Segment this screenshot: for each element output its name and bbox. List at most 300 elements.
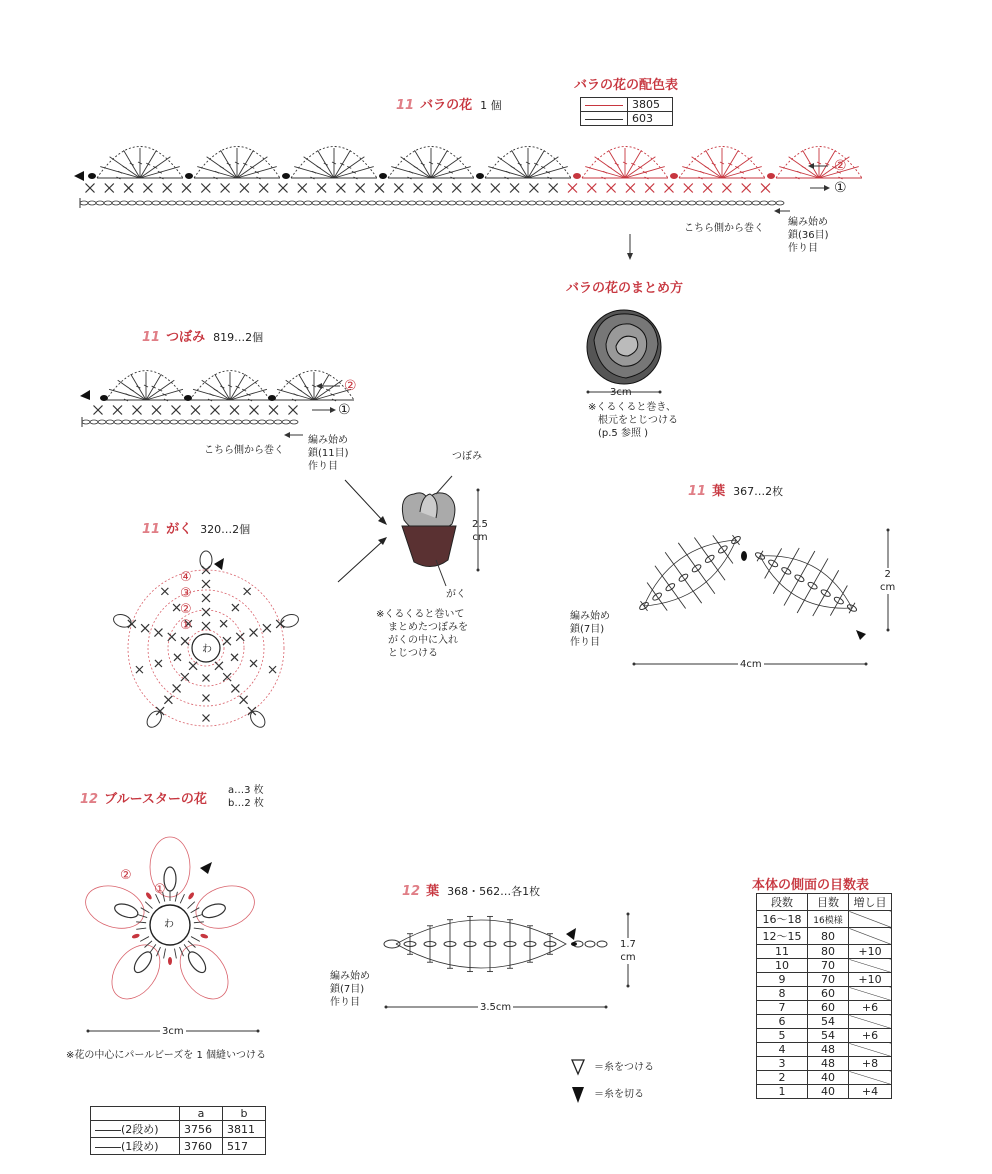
legend-attach: ＝糸をつける: [594, 1062, 654, 1073]
bud-number: 11: [142, 330, 161, 345]
double-crochet-mark: [191, 937, 200, 942]
table-header: [91, 1107, 180, 1121]
round-label: ③: [180, 586, 192, 601]
chain-stitch-mark: [432, 201, 440, 205]
chain-stitch-mark: [688, 201, 696, 205]
start-line: 鎖(11目): [308, 448, 349, 459]
chain-stitch-mark: [760, 201, 768, 205]
bud-row-2: ②: [344, 378, 357, 394]
chain-stitch-mark: [112, 201, 120, 205]
chain-stitch-mark: [304, 201, 312, 205]
start-line: 鎖(36目): [788, 230, 829, 241]
chain-stitch-mark: [592, 201, 600, 205]
table-row: [757, 1085, 892, 1099]
chain-stitch-mark: [544, 201, 552, 205]
attach-yarn-icon: [572, 1060, 584, 1074]
leaf11-width: 4cm: [740, 659, 762, 670]
double-crochet-mark: [194, 928, 204, 929]
stitch-table-title: 本体の側面の目数表: [752, 878, 870, 893]
rose-title: バラの花: [420, 98, 473, 113]
table-header-row: [757, 894, 892, 911]
chain-stitch-mark: [202, 420, 210, 424]
double-crochet-tick: [214, 389, 218, 391]
double-crochet-mark: [813, 593, 826, 616]
double-crochet-mark: [799, 551, 814, 578]
table-row: [757, 928, 892, 945]
chain-stitch-mark: [640, 201, 648, 205]
table-cell: [91, 1138, 180, 1155]
blue-star-center: わ: [164, 919, 174, 930]
table-cell: 6: [757, 1015, 808, 1029]
rose-row-1: ①: [834, 180, 847, 196]
table-cell: 2: [757, 1071, 808, 1085]
table-cell: 4: [757, 1043, 808, 1057]
chain-stitch-mark: [282, 420, 290, 424]
double-crochet-mark: [140, 937, 149, 942]
chain-stitch-mark: [752, 201, 760, 205]
petal-mark: [185, 949, 209, 975]
table-row: [757, 1029, 892, 1043]
double-crochet-mark: [191, 908, 200, 913]
cut-yarn-icon: [572, 1087, 584, 1103]
chain-stitch-mark: [712, 201, 720, 205]
picot-mark: [200, 551, 212, 569]
table-cell: +6: [849, 1029, 892, 1043]
chain-stitch-mark: [504, 201, 512, 205]
leaf12-size-markers: [385, 913, 630, 1009]
note-line: ※くるくると巻き、: [588, 402, 676, 413]
chain-stitch-mark: [704, 201, 712, 205]
slip-stitch-mark: [131, 933, 140, 939]
chain-stitch-mark: [232, 201, 240, 205]
slip-stitch-mark: [767, 173, 775, 179]
double-crochet-mark: [665, 552, 683, 577]
leaf11-height: [880, 568, 895, 594]
chain-stitch-mark: [296, 201, 304, 205]
calyx-rounds: [180, 570, 192, 634]
slip-stitch-mark: [88, 173, 96, 179]
table-cell: [849, 1015, 892, 1029]
chain-stitch-mark: [408, 201, 416, 205]
double-crochet-tick: [802, 166, 806, 168]
chain-stitch-mark: [552, 201, 560, 205]
chain-stitch-mark: [672, 201, 680, 205]
chain-stitch-mark: [384, 201, 392, 205]
bud-in-calyx-illustration: [402, 476, 480, 586]
table-cell: 48: [808, 1043, 849, 1057]
table-cell: 11: [757, 945, 808, 959]
table-cell: 70: [808, 973, 849, 987]
chain-stitch-mark: [200, 201, 208, 205]
round-label: ④: [180, 570, 192, 585]
chain-stitch-mark: [216, 201, 224, 205]
chain-stitch-mark: [360, 201, 368, 205]
double-crochet-mark: [694, 537, 709, 558]
double-crochet-mark: [136, 928, 146, 929]
table-cell: 16模様: [808, 911, 849, 928]
leaf11-qty: 367…2枚: [733, 485, 784, 498]
chain-stitch-mark: [208, 201, 216, 205]
table-cell: 80: [808, 928, 849, 945]
table-cell: 40: [808, 1071, 849, 1085]
qty-line: a…3 枚: [228, 785, 264, 796]
note-line: (p.5 参照 ): [598, 428, 649, 439]
chain-stitch-mark: [416, 201, 424, 205]
blue-star-heading: [80, 788, 207, 807]
color-code: 3805: [628, 98, 673, 112]
table-header: 増し目: [849, 894, 892, 911]
leaf11-heading: [688, 480, 783, 499]
chain-stitch-mark: [312, 201, 320, 205]
table-row: [757, 987, 892, 1001]
table-cell: 8: [757, 987, 808, 1001]
chain-stitch-mark: [120, 201, 128, 205]
table-row: [757, 945, 892, 959]
bud-start-note: [308, 434, 349, 473]
chain-stitch-mark: [392, 201, 400, 205]
double-crochet-tick: [123, 166, 127, 168]
table-cell: 60: [808, 987, 849, 1001]
start-line: 鎖(7目): [330, 984, 365, 995]
note-line: ※くるくると巻いて: [376, 609, 465, 620]
slip-stitch-mark: [145, 891, 153, 900]
slip-stitch-mark: [184, 395, 192, 401]
rose-assembly-size: 3cm: [610, 387, 632, 398]
chain-stitch-mark: [568, 201, 576, 205]
chain-stitch-mark: [290, 420, 298, 424]
leaf-outline: [644, 540, 736, 606]
double-crochet-tick: [298, 389, 302, 391]
leaf12-stitch-chart: [384, 916, 607, 971]
blue-star-width: 3cm: [162, 1026, 184, 1037]
table-cell: 7: [757, 1001, 808, 1015]
chain-stitch-mark: [656, 201, 664, 205]
rose-stitch-chart: [74, 147, 862, 209]
leaf11-start-note: [570, 610, 610, 649]
table-row: [757, 911, 892, 928]
rose-color-table-title: バラの花の配色表: [574, 78, 679, 93]
double-crochet-tick: [511, 166, 515, 168]
chain-stitch-mark: [152, 201, 160, 205]
blue-star-number: 12: [80, 792, 99, 807]
table-cell: +10: [849, 945, 892, 959]
double-crochet-mark: [175, 892, 177, 902]
table-row: [757, 1071, 892, 1085]
bud-assembly-note: [376, 608, 468, 660]
bud-title: つぼみ: [166, 330, 206, 345]
round-label: ①: [180, 618, 192, 633]
start-line: 編み始め: [570, 611, 610, 622]
chain-stitch-mark: [242, 420, 250, 424]
chain-stitch-mark: [250, 420, 258, 424]
blue-star-note: ※花の中心にパールビーズを 1 個縫いつける: [66, 1050, 266, 1061]
chain-stitch-mark: [720, 201, 728, 205]
chain-stitch-mark: [264, 201, 272, 205]
chain-stitch-mark: [480, 201, 488, 205]
petal-mark: [131, 949, 155, 975]
table-cell: 10: [757, 959, 808, 973]
height-unit: cm: [620, 952, 636, 963]
chain-stitch-mark: [224, 201, 232, 205]
leaf11-number: 11: [688, 484, 707, 499]
start-line: 編み始め: [330, 971, 370, 982]
table-header: b: [223, 1107, 266, 1121]
double-crochet-mark: [164, 949, 166, 959]
bud-qty: 819…2個: [213, 331, 264, 344]
rose-qty: 1 個: [480, 99, 502, 112]
leaf11-title: 葉: [712, 484, 726, 499]
table-cell: [849, 1071, 892, 1085]
note-line: がくの中に入れ: [388, 635, 458, 646]
double-crochet-mark: [187, 902, 194, 909]
chain-stitch-mark: [192, 201, 200, 205]
table-row: [757, 973, 892, 987]
slip-stitch-mark: [670, 173, 678, 179]
double-crochet-mark: [141, 908, 150, 913]
leaf11-stitch-chart: [638, 535, 866, 640]
double-crochet-mark: [813, 558, 828, 585]
table-cell: +8: [849, 1057, 892, 1071]
chain-stitch-mark: [472, 201, 480, 205]
table-cell: 9: [757, 973, 808, 987]
qty-line: b…2 枚: [228, 798, 264, 809]
table-cell: +4: [849, 1085, 892, 1099]
leaf12-start-note: [330, 970, 370, 1009]
rose-number: 11: [396, 98, 415, 113]
double-crochet-mark: [697, 568, 715, 593]
chain-stitch-mark: [114, 420, 122, 424]
chain-stitch-mark: [448, 201, 456, 205]
slip-stitch-mark: [476, 173, 484, 179]
chain-stitch-mark: [130, 420, 138, 424]
leaf-outline: [396, 920, 566, 968]
table-row: [91, 1121, 266, 1138]
slip-stitch-mark: [573, 173, 581, 179]
chain-stitch-mark: [440, 201, 448, 205]
chain-stitch-mark: [384, 940, 400, 948]
table-cell: [849, 959, 892, 973]
double-crochet-mark: [786, 548, 799, 571]
calyx-number: 11: [142, 522, 161, 537]
double-crochet-mark: [773, 571, 786, 594]
chain-stitch-mark: [576, 201, 584, 205]
chain-stitch-mark: [90, 420, 98, 424]
chain-stitch-mark: [88, 201, 96, 205]
blue-star-color-table: [90, 1106, 266, 1155]
slip-stitch-mark: [185, 173, 193, 179]
start-line: 作り目: [788, 243, 818, 254]
chain-stitch-mark: [184, 201, 192, 205]
chain-stitch-mark: [106, 420, 114, 424]
slip-stitch-mark: [200, 933, 209, 939]
calyx-label: がく: [446, 589, 466, 600]
chain-stitch-mark: [256, 201, 264, 205]
table-cell: [91, 1121, 180, 1138]
chain-stitch-mark: [680, 201, 688, 205]
table-cell: +6: [849, 1001, 892, 1015]
rose-start-note: [788, 216, 829, 255]
petal-mark: [200, 901, 227, 920]
chain-stitch-mark: [376, 201, 384, 205]
cut-yarn-icon: [214, 558, 224, 570]
double-crochet-mark: [797, 586, 812, 613]
chain-stitch-mark: [186, 420, 194, 424]
note-line: とじつける: [388, 648, 438, 659]
bud-stitch-chart: [80, 371, 354, 427]
chain-stitch-mark: [424, 201, 432, 205]
chain-stitch-mark: [226, 420, 234, 424]
row-label: (2段め): [121, 1123, 159, 1136]
chain-stitch-mark: [162, 420, 170, 424]
bud-roll-note: こちら側から巻く: [204, 445, 284, 456]
table-cell: 517: [223, 1138, 266, 1155]
chain-stitch-mark: [664, 201, 672, 205]
slip-stitch-mark: [168, 957, 172, 965]
blue-star-round-2: ②: [120, 868, 132, 883]
height-unit: cm: [472, 532, 488, 543]
double-crochet-mark: [193, 914, 203, 917]
double-crochet-mark: [194, 922, 204, 923]
calyx-stitch-chart: [112, 551, 300, 730]
table-cell: 40: [808, 1085, 849, 1099]
leaf12-height: [620, 938, 636, 964]
chain-stitch-mark: [560, 201, 568, 205]
chain-stitch-mark: [178, 420, 186, 424]
chain-stitch-mark: [600, 201, 608, 205]
start-line: 編み始め: [788, 217, 828, 228]
note-line: 根元をとじつける: [598, 415, 678, 426]
bud-heading: [142, 326, 263, 345]
chain-stitch-mark: [768, 201, 776, 205]
chain-stitch-mark: [98, 420, 106, 424]
bud-row-1: ①: [338, 402, 351, 418]
table-header-row: [91, 1107, 266, 1121]
height-value: 2.5: [472, 519, 488, 530]
height-value: 2: [884, 569, 891, 580]
cut-yarn-icon: [856, 630, 866, 640]
table-cell: 70: [808, 959, 849, 973]
table-cell: [849, 928, 892, 945]
table-cell: 3: [757, 1057, 808, 1071]
chain-stitch-mark: [512, 201, 520, 205]
double-crochet-mark: [174, 949, 176, 959]
table-header: 目数: [808, 894, 849, 911]
double-crochet-tick: [705, 166, 709, 168]
chain-stitch-mark: [138, 420, 146, 424]
table-cell: 3756: [180, 1121, 223, 1138]
petal-mark: [113, 901, 140, 920]
row-label: (1段め): [121, 1140, 159, 1153]
chain-stitch-mark: [344, 201, 352, 205]
slip-stitch-mark: [741, 551, 747, 561]
cut-yarn-icon: [566, 928, 576, 940]
table-cell: 12〜15: [757, 928, 808, 945]
chain-stitch-mark: [520, 201, 528, 205]
table-cell: [849, 911, 892, 928]
slip-stitch-mark: [100, 395, 108, 401]
slip-stitch-mark: [571, 942, 577, 946]
double-crochet-tick: [317, 166, 321, 168]
table-cell: [849, 1043, 892, 1057]
bud-row-arrows: [284, 383, 387, 582]
leaf11-size-markers: [633, 529, 890, 666]
double-crochet-mark: [826, 570, 839, 593]
chain-stitch-mark: [210, 420, 218, 424]
leaf12-qty: 368・562…各1枚: [447, 885, 541, 898]
chain-stitch-mark: [597, 941, 607, 947]
chain-stitch-mark: [272, 201, 280, 205]
chain-stitch-mark: [632, 201, 640, 205]
start-line: 鎖(7目): [570, 624, 605, 635]
chain-stitch-mark: [234, 420, 242, 424]
double-crochet-mark: [138, 914, 148, 917]
table-cell: 54: [808, 1029, 849, 1043]
chain-stitch-mark: [80, 201, 88, 205]
chain-stitch-mark: [584, 201, 592, 205]
calyx-title: がく: [166, 522, 193, 537]
chain-stitch-mark: [170, 420, 178, 424]
chain-stitch-mark: [352, 201, 360, 205]
rose-assembly-note: [588, 401, 678, 440]
note-line: まとめたつぼみを: [388, 622, 468, 633]
double-crochet-mark: [683, 578, 701, 603]
rolled-rose-illustration: [587, 310, 661, 384]
chain-stitch-mark: [464, 201, 472, 205]
double-crochet-mark: [136, 922, 146, 923]
chain-stitch-mark: [258, 420, 266, 424]
chain-stitch-mark: [160, 201, 168, 205]
chain-stitch-mark: [608, 201, 616, 205]
cut-yarn-icon: [200, 862, 212, 874]
chain-stitch-mark: [368, 201, 376, 205]
rose-assembly-title: バラの花のまとめ方: [566, 281, 684, 296]
chain-stitch-mark: [266, 420, 274, 424]
chain-stitch-mark: [146, 420, 154, 424]
chain-stitch-mark: [585, 941, 595, 947]
double-crochet-mark: [145, 902, 152, 909]
height-unit: cm: [880, 582, 896, 593]
legend-cut: ＝糸を切る: [594, 1089, 644, 1100]
chain-stitch-mark: [536, 201, 544, 205]
double-crochet-tick: [414, 166, 418, 168]
calyx-center: わ: [202, 644, 212, 655]
chain-stitch-mark: [136, 201, 144, 205]
chain-stitch-mark: [336, 201, 344, 205]
height-value: 1.7: [620, 939, 636, 950]
chain-stitch-mark: [488, 201, 496, 205]
double-crochet-mark: [670, 587, 685, 608]
color-code: 603: [628, 112, 673, 126]
leaf-outline: [760, 556, 852, 608]
table-cell: +10: [849, 973, 892, 987]
chain-stitch-mark: [736, 201, 744, 205]
chain-stitch-mark: [176, 201, 184, 205]
double-crochet-mark: [180, 894, 184, 903]
chain-stitch-mark: [96, 201, 104, 205]
chain-stitch-mark: [744, 201, 752, 205]
bud-label: つぼみ: [452, 451, 482, 462]
chain-stitch-mark: [288, 201, 296, 205]
chain-stitch-mark: [328, 201, 336, 205]
chain-stitch-mark: [248, 201, 256, 205]
table-cell: [849, 987, 892, 1001]
blue-star-round-1: ①: [154, 882, 166, 897]
chain-stitch-mark: [218, 420, 226, 424]
blue-star-qty: [228, 784, 264, 810]
chain-stitch-mark: [696, 201, 704, 205]
chain-stitch-mark: [194, 420, 202, 424]
chain-stitch-mark: [168, 201, 176, 205]
